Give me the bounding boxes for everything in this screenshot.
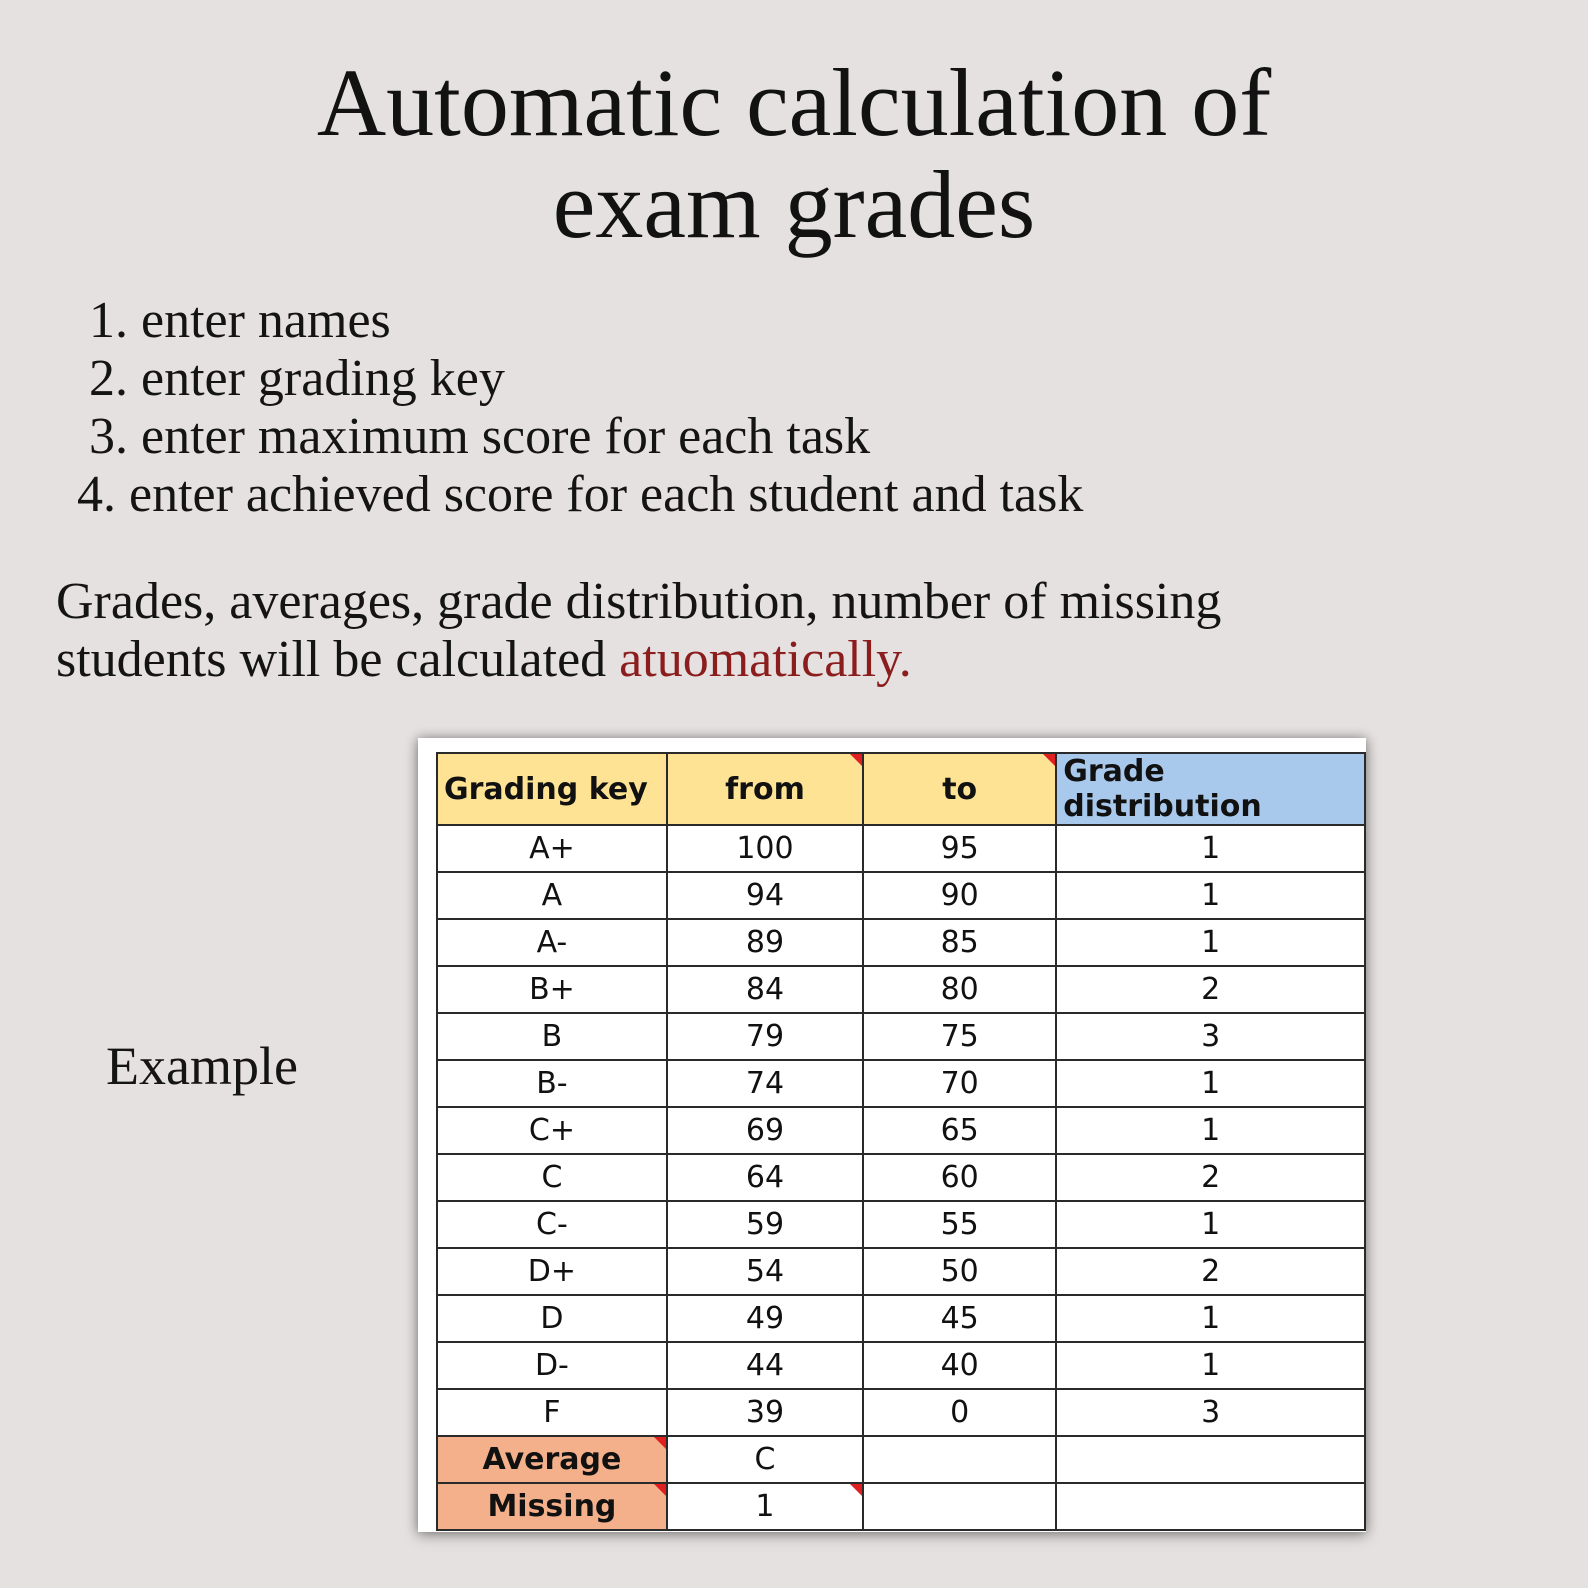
distribution-cell[interactable]: 3 (1056, 1013, 1365, 1060)
missing-row (437, 1483, 1365, 1530)
page-title (0, 49, 1588, 258)
empty-cell (863, 1436, 1056, 1483)
grade-cell[interactable]: C- (437, 1201, 667, 1248)
title-line-2: exam grades (552, 151, 1036, 258)
header-grade-distribution[interactable]: Grade distribution (1056, 753, 1365, 825)
from-cell[interactable]: 69 (667, 1107, 863, 1154)
distribution-cell[interactable]: 3 (1056, 1389, 1365, 1436)
grade-cell[interactable]: A+ (437, 825, 667, 872)
average-label: Average (482, 1442, 622, 1477)
average-row (437, 1436, 1365, 1483)
comment-marker-icon (654, 1437, 666, 1449)
table-row (437, 1201, 1365, 1248)
from-cell[interactable]: 79 (667, 1013, 863, 1060)
table-row (437, 825, 1365, 872)
step-number: 1. (89, 292, 128, 349)
example-label: Example (106, 1036, 298, 1096)
from-cell[interactable]: 44 (667, 1342, 863, 1389)
to-cell[interactable]: 80 (863, 966, 1056, 1013)
to-cell[interactable]: 75 (863, 1013, 1056, 1060)
grading-table-body (437, 825, 1365, 1436)
empty-cell (1056, 1483, 1365, 1530)
distribution-cell[interactable]: 2 (1056, 966, 1365, 1013)
from-cell[interactable]: 84 (667, 966, 863, 1013)
step-text: enter names (141, 292, 391, 349)
distribution-cell[interactable]: 2 (1056, 1154, 1365, 1201)
table-row (437, 1060, 1365, 1107)
from-cell[interactable]: 54 (667, 1248, 863, 1295)
grading-table (436, 752, 1366, 1531)
grade-cell[interactable]: B+ (437, 966, 667, 1013)
distribution-cell[interactable]: 1 (1056, 872, 1365, 919)
grade-cell[interactable]: B- (437, 1060, 667, 1107)
missing-label-cell[interactable] (437, 1483, 667, 1530)
grade-cell[interactable]: D- (437, 1342, 667, 1389)
step-number: 4. (77, 466, 116, 523)
table-row (437, 1389, 1365, 1436)
empty-cell (1056, 1436, 1365, 1483)
distribution-cell[interactable]: 1 (1056, 1060, 1365, 1107)
to-cell[interactable]: 60 (863, 1154, 1056, 1201)
summary-body (437, 1436, 1365, 1530)
table-row (437, 966, 1365, 1013)
title-line-1: Automatic calculation of (316, 49, 1272, 156)
average-label-cell[interactable] (437, 1436, 667, 1483)
step-number: 2. (89, 350, 128, 407)
comment-marker-icon (1043, 754, 1055, 766)
distribution-cell[interactable]: 1 (1056, 1107, 1365, 1154)
spreadsheet-example (418, 738, 1366, 1532)
table-row (437, 1154, 1365, 1201)
missing-value: 1 (755, 1489, 775, 1524)
table-row (437, 1295, 1365, 1342)
distribution-cell[interactable]: 1 (1056, 825, 1365, 872)
grade-cell[interactable]: B (437, 1013, 667, 1060)
header-to-label: to (942, 771, 978, 807)
grade-cell[interactable]: C+ (437, 1107, 667, 1154)
to-cell[interactable]: 50 (863, 1248, 1056, 1295)
table-row (437, 872, 1365, 919)
steps-list (70, 292, 1083, 524)
from-cell[interactable]: 89 (667, 919, 863, 966)
to-cell[interactable]: 85 (863, 919, 1056, 966)
to-cell[interactable]: 0 (863, 1389, 1056, 1436)
header-from[interactable] (667, 753, 863, 825)
distribution-cell[interactable]: 2 (1056, 1248, 1365, 1295)
grade-cell[interactable]: D (437, 1295, 667, 1342)
description-line-1: Grades, averages, grade distribution, number of missing (56, 573, 1222, 630)
to-cell[interactable]: 40 (863, 1342, 1056, 1389)
grade-cell[interactable]: D+ (437, 1248, 667, 1295)
step-item (70, 408, 1083, 466)
distribution-cell[interactable]: 1 (1056, 1295, 1365, 1342)
from-cell[interactable]: 100 (667, 825, 863, 872)
step-item (70, 350, 1083, 408)
table-row (437, 1248, 1365, 1295)
table-row (437, 1107, 1365, 1154)
table-row (437, 1013, 1365, 1060)
header-from-label: from (725, 771, 805, 807)
step-number: 3. (89, 408, 128, 465)
description-line-2-text: students will be calculated (56, 631, 620, 688)
distribution-cell[interactable]: 1 (1056, 1342, 1365, 1389)
distribution-cell[interactable]: 1 (1056, 1201, 1365, 1248)
comment-marker-icon (850, 1484, 862, 1496)
step-text: enter achieved score for each student and task (129, 466, 1084, 523)
to-cell[interactable]: 70 (863, 1060, 1056, 1107)
to-cell[interactable]: 90 (863, 872, 1056, 919)
step-text: enter maximum score for each task (141, 408, 871, 465)
step-item (70, 466, 1083, 524)
from-cell[interactable]: 94 (667, 872, 863, 919)
average-value-cell[interactable]: C (667, 1436, 863, 1483)
header-to[interactable] (863, 753, 1056, 825)
description (56, 573, 1221, 689)
from-cell[interactable]: 59 (667, 1201, 863, 1248)
to-cell[interactable]: 95 (863, 825, 1056, 872)
from-cell[interactable]: 39 (667, 1389, 863, 1436)
missing-value-cell[interactable] (667, 1483, 863, 1530)
from-cell[interactable]: 74 (667, 1060, 863, 1107)
step-item (70, 292, 1083, 350)
description-line-2 (56, 631, 1221, 689)
description-accent: atuomatically. (619, 631, 912, 688)
table-header-row (437, 753, 1365, 825)
header-grading-key[interactable]: Grading key (437, 753, 667, 825)
grade-cell[interactable]: A (437, 872, 667, 919)
to-cell[interactable]: 45 (863, 1295, 1056, 1342)
grade-cell[interactable]: A- (437, 919, 667, 966)
distribution-cell[interactable]: 1 (1056, 919, 1365, 966)
to-cell[interactable]: 65 (863, 1107, 1056, 1154)
empty-cell (863, 1483, 1056, 1530)
comment-marker-icon (850, 754, 862, 766)
grade-cell[interactable]: C (437, 1154, 667, 1201)
step-text: enter grading key (141, 350, 505, 407)
table-row (437, 919, 1365, 966)
to-cell[interactable]: 55 (863, 1201, 1056, 1248)
grade-cell[interactable]: F (437, 1389, 667, 1436)
missing-label: Missing (487, 1489, 617, 1524)
from-cell[interactable]: 64 (667, 1154, 863, 1201)
from-cell[interactable]: 49 (667, 1295, 863, 1342)
comment-marker-icon (654, 1484, 666, 1496)
table-row (437, 1342, 1365, 1389)
